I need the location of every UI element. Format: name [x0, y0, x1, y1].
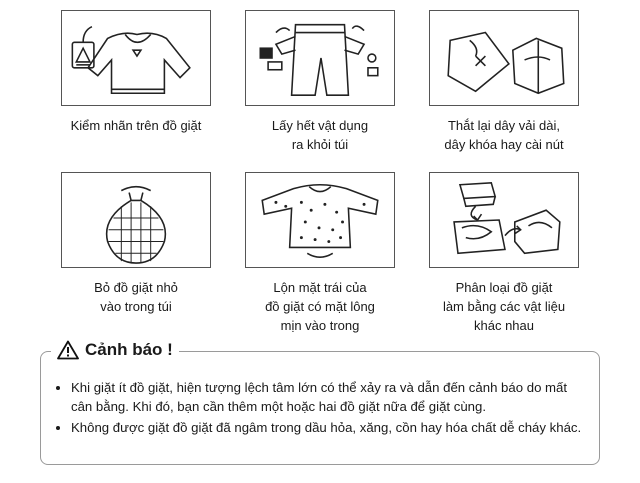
- empty-pockets-icon: [245, 10, 395, 106]
- step-caption: Lấy hết vật dụng ra khỏi túi: [271, 118, 369, 152]
- step-caption: Phân loại đồ giặt làm bằng các vật liệu khác nhau: [442, 280, 566, 333]
- step-tie-strings: [409, 10, 599, 154]
- step-caption: Kiểm nhãn trên đồ giặt: [70, 118, 202, 133]
- warning-header: [51, 340, 179, 360]
- warning-title: Cảnh báo !: [85, 340, 173, 359]
- step-laundry-bag: [41, 172, 231, 316]
- step-inside-out: [225, 172, 415, 335]
- sort-laundry-icon: [429, 172, 579, 268]
- laundry-net-bag-icon: [61, 172, 211, 268]
- warning-triangle-icon: [57, 340, 79, 360]
- step-caption: Thắt lại dây vải dài, dây khóa hay cài nút: [444, 118, 564, 152]
- warning-item: • Khi giặt ít đồ giặt, hiện tượng lệch tâm lớn có thể xảy ra và dẫn đến cảnh báo do mất cân bằng. Khi đó, bạn cần thêm một hoặc hai đồ giặt nữa để giặt cùng.: [71, 378, 585, 416]
- step-caption: Lộn mặt trái của đồ giặt có mặt lông mịn vào trong: [265, 280, 375, 333]
- clothing-label-icon: [61, 10, 211, 106]
- warning-item: • Không được giặt đồ giặt đã ngâm trong dầu hỏa, xăng, cồn hay hóa chất dễ cháy khác.: [71, 418, 585, 437]
- step-sort-laundry: [409, 172, 599, 335]
- step-check-label: [41, 10, 231, 135]
- step-caption: Bỏ đồ giặt nhỏ vào trong túi: [94, 280, 178, 314]
- step-empty-pockets: [225, 10, 415, 154]
- warning-list: [57, 378, 585, 437]
- tie-strings-icon: [429, 10, 579, 106]
- inside-out-garment-icon: [245, 172, 395, 268]
- warning-box: [40, 340, 600, 465]
